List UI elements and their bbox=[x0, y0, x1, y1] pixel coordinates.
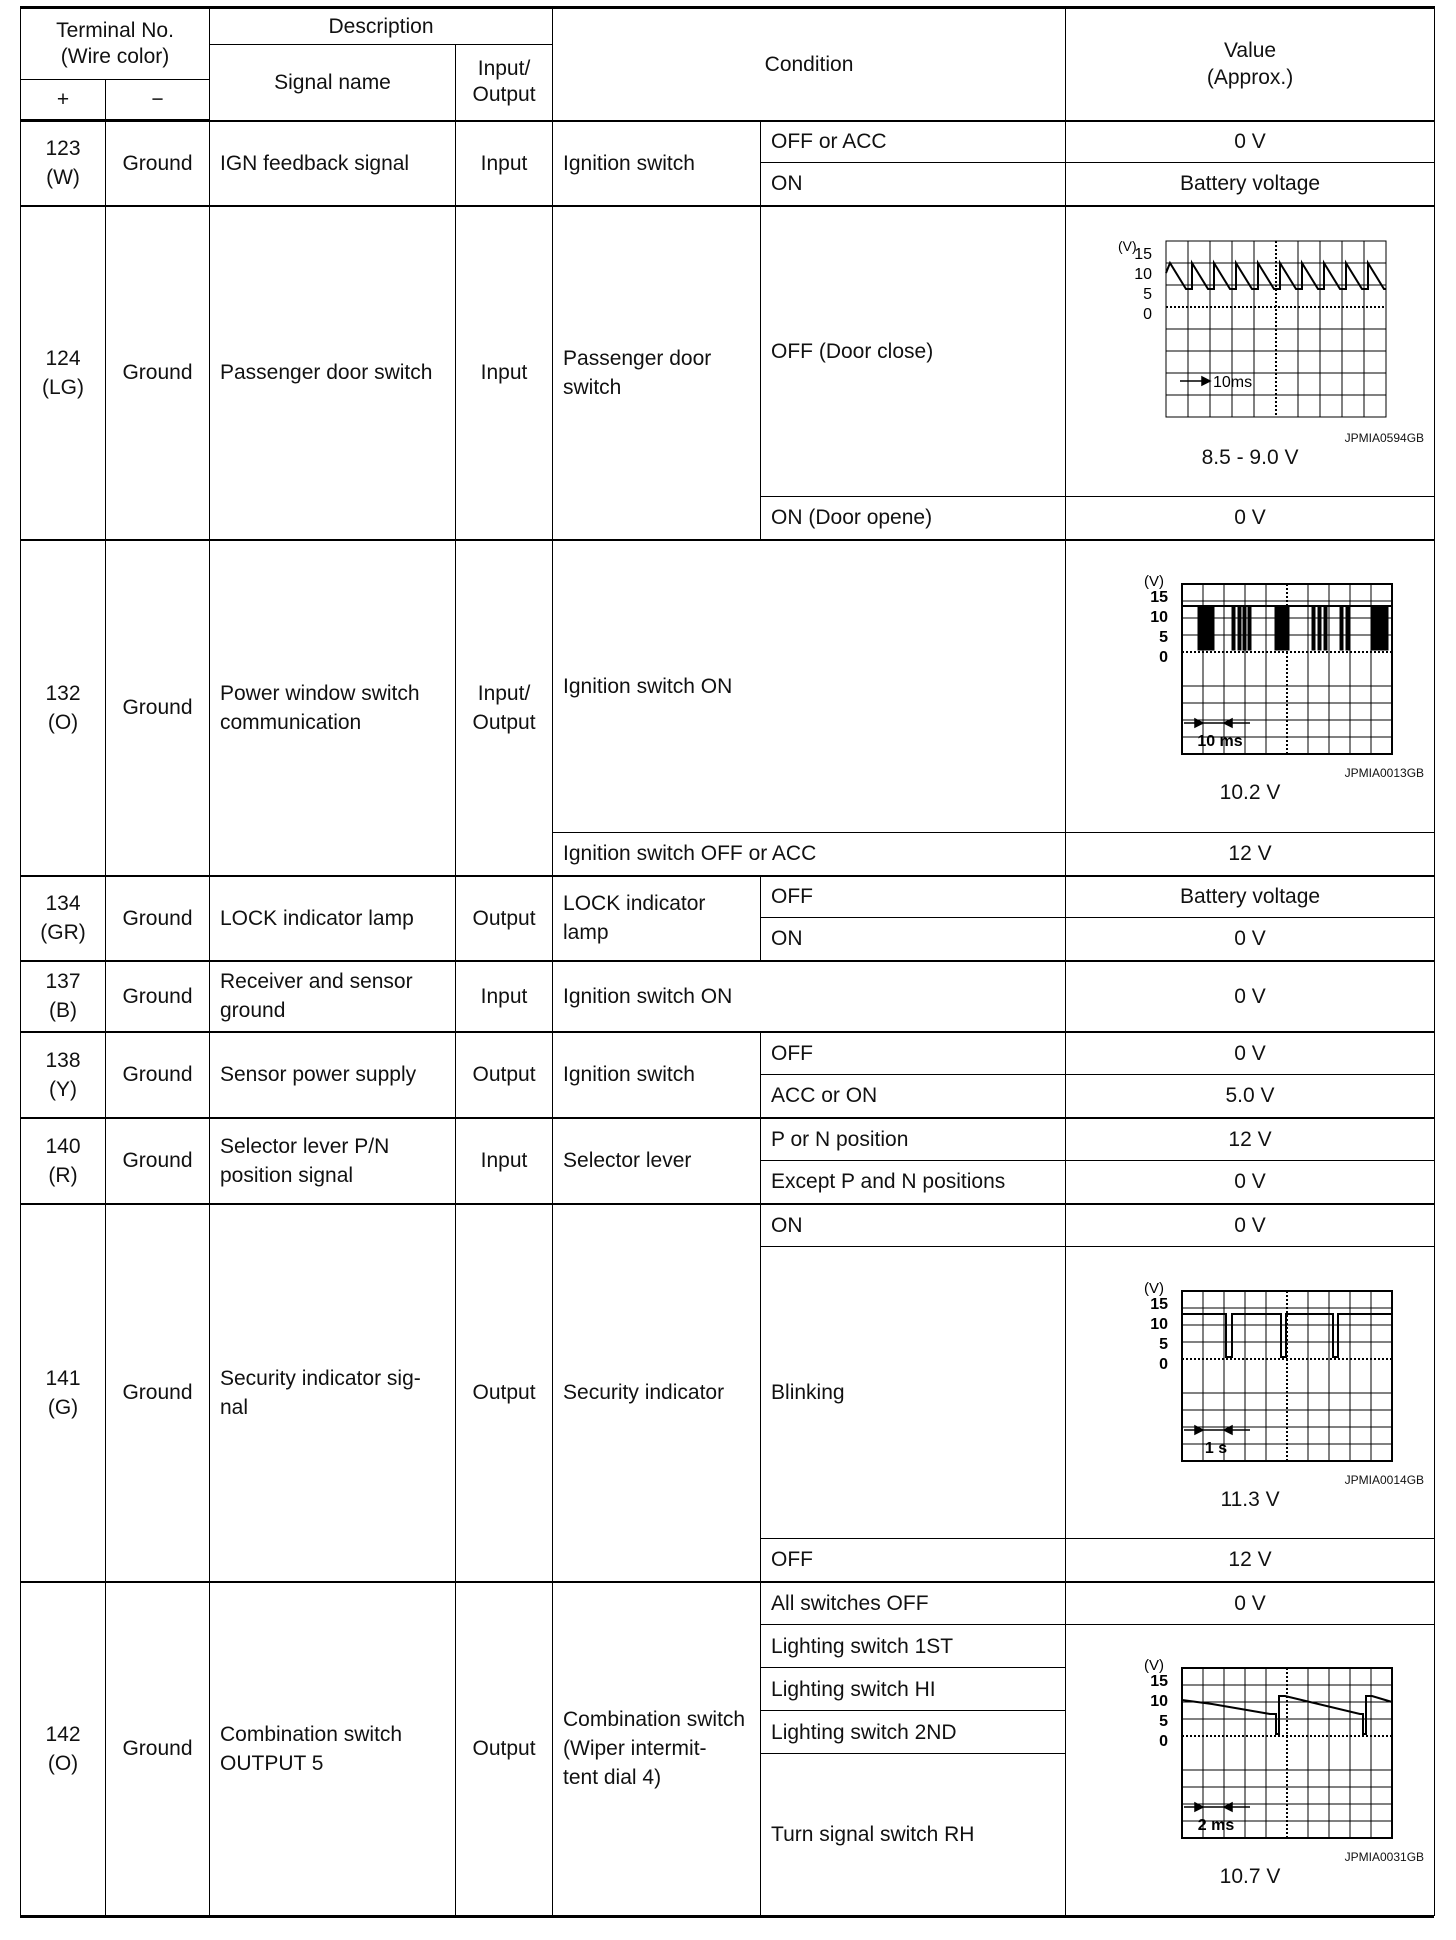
waveform-tick: 5 bbox=[1159, 1713, 1169, 1730]
waveform-tick: 15 bbox=[1150, 1295, 1169, 1313]
minus-cell: Ground bbox=[106, 540, 210, 876]
io-cell: Output bbox=[456, 876, 553, 961]
minus-cell: Ground bbox=[106, 1118, 210, 1204]
waveform-unit-label: (V) bbox=[1118, 238, 1137, 255]
wire-color: (B) bbox=[49, 999, 77, 1022]
waveform-tick: 10 bbox=[1134, 266, 1153, 284]
signal-name-cell: Combination switch OUTPUT 5 bbox=[210, 1582, 456, 1916]
waveform-timebase: 10ms bbox=[1213, 374, 1253, 392]
minus-cell: Ground bbox=[106, 961, 210, 1032]
terminal-cell bbox=[21, 121, 106, 206]
waveform-unit-label: (V) bbox=[1144, 1657, 1165, 1674]
subcondition-cell: Lighting switch HI bbox=[761, 1668, 1066, 1711]
signal-name-cell: Power window switch communication bbox=[210, 540, 456, 876]
terminal-number: 140 bbox=[45, 1134, 81, 1158]
waveform-tick: 10 bbox=[1150, 609, 1169, 627]
terminal-cell bbox=[21, 961, 106, 1032]
minus-cell: Ground bbox=[106, 1032, 210, 1118]
condition-cell: Passenger door switch bbox=[553, 206, 761, 540]
subcondition-cell: Turn signal switch RH bbox=[761, 1754, 1066, 1916]
table-row-123 bbox=[21, 121, 1435, 163]
subcondition-cell: OFF bbox=[761, 1032, 1066, 1075]
header-condition: Condition bbox=[553, 8, 1066, 121]
waveform-grid bbox=[1182, 1668, 1392, 1838]
waveform-tick: 15 bbox=[1150, 589, 1169, 607]
header-wire-color: (Wire color) bbox=[60, 45, 170, 68]
door-switch-waveform bbox=[1100, 231, 1400, 431]
subcondition-cell: OFF or ACC bbox=[761, 121, 1066, 163]
io-cell: Input bbox=[456, 121, 553, 206]
figure-code: JPMIA0014GB bbox=[1344, 1472, 1425, 1487]
waveform-unit-label: (V) bbox=[1144, 573, 1165, 591]
waveform-value-cell bbox=[1066, 1625, 1435, 1916]
waveform-timebase: 1 s bbox=[1204, 1439, 1228, 1457]
terminal-cell bbox=[21, 540, 106, 876]
signal-name-cell: Security indicator sig- nal bbox=[210, 1204, 456, 1582]
value-cell: 0 V bbox=[1066, 918, 1435, 961]
subcondition-cell: ACC or ON bbox=[761, 1075, 1066, 1118]
subcondition-cell: Blinking bbox=[761, 1247, 1066, 1539]
figure-code: JPMIA0594GB bbox=[1344, 431, 1425, 446]
header-value bbox=[1066, 8, 1435, 121]
table-row-141 bbox=[21, 1204, 1435, 1247]
io-cell: Input/ Output bbox=[456, 540, 553, 876]
condition-cell: Ignition switch ON bbox=[553, 961, 1066, 1032]
waveform-unit-label: (V) bbox=[1144, 1279, 1165, 1297]
minus-cell: Ground bbox=[106, 876, 210, 961]
io-cell: Input bbox=[456, 206, 553, 540]
waveform-tick: 0 bbox=[1159, 1733, 1169, 1750]
waveform-tick: 5 bbox=[1143, 286, 1153, 304]
signal-name-cell: Receiver and sensor ground bbox=[210, 961, 456, 1032]
subcondition-cell: ON bbox=[761, 1204, 1066, 1247]
table-row-134 bbox=[21, 876, 1435, 918]
value-cell: Battery voltage bbox=[1066, 876, 1435, 918]
waveform-value: 11.3 V bbox=[1220, 1487, 1280, 1511]
terminal-number: 132 bbox=[45, 681, 81, 705]
wire-color: (O) bbox=[47, 710, 79, 734]
value-cell: 0 V bbox=[1066, 1032, 1435, 1075]
security-indicator-waveform bbox=[1100, 1273, 1400, 1473]
io-cell: Output bbox=[456, 1204, 553, 1582]
io-cell: Input bbox=[456, 1118, 553, 1204]
minus-cell: Ground bbox=[106, 1204, 210, 1582]
minus-cell: Ground bbox=[106, 206, 210, 540]
waveform-tick: 5 bbox=[1159, 1335, 1169, 1353]
terminal-cell bbox=[21, 206, 106, 540]
header-input-output: Input/ Output bbox=[456, 45, 553, 121]
waveform-timebase: 10 ms bbox=[1197, 733, 1243, 751]
value-cell: 12 V bbox=[1066, 1539, 1435, 1582]
condition-cell: LOCK indicator lamp bbox=[553, 876, 761, 961]
header-terminal-no: Terminal No. bbox=[56, 19, 174, 42]
terminal-number: 137 bbox=[45, 970, 81, 993]
header-description: Description bbox=[210, 8, 553, 45]
value-cell: 0 V bbox=[1066, 1204, 1435, 1247]
subcondition-cell: ON bbox=[761, 918, 1066, 961]
io-cell: Input bbox=[456, 961, 553, 1032]
value-cell: 0 V bbox=[1066, 1582, 1435, 1625]
waveform-trace bbox=[1182, 606, 1392, 650]
waveform-tick: 15 bbox=[1150, 1673, 1169, 1690]
table-row-142 bbox=[21, 1582, 1435, 1625]
terminal-cell bbox=[21, 1204, 106, 1582]
terminal-number: 124 bbox=[45, 346, 81, 370]
condition-cell: Combination switch (Wiper intermit- tent dial 4) bbox=[553, 1582, 761, 1916]
header-terminal bbox=[21, 8, 210, 80]
header-minus: − bbox=[106, 80, 210, 121]
subcondition-cell: OFF bbox=[761, 1539, 1066, 1582]
subcondition-cell: Lighting switch 2ND bbox=[761, 1711, 1066, 1754]
subcondition-cell: P or N position bbox=[761, 1118, 1066, 1161]
signal-name-cell: Passenger door switch bbox=[210, 206, 456, 540]
wire-color: (O) bbox=[47, 1751, 79, 1775]
signal-name-cell: IGN feedback signal bbox=[210, 121, 456, 206]
header-approx-label: (Approx.) bbox=[1206, 66, 1294, 90]
waveform-tick: 0 bbox=[1143, 306, 1153, 324]
wire-color: (LG) bbox=[42, 375, 84, 399]
terminal-cell bbox=[21, 1118, 106, 1204]
terminal-number: 141 bbox=[45, 1366, 81, 1390]
header-plus: + bbox=[21, 80, 106, 121]
condition-cell: Ignition switch OFF or ACC bbox=[553, 833, 1066, 876]
condition-cell: Ignition switch bbox=[553, 121, 761, 206]
table-row-140 bbox=[21, 1118, 1435, 1161]
waveform-tick: 0 bbox=[1159, 649, 1169, 667]
signal-name-cell: Selector lever P/N position signal bbox=[210, 1118, 456, 1204]
minus-cell: Ground bbox=[106, 1582, 210, 1916]
terminal-table bbox=[20, 6, 1435, 1916]
signal-name-cell: Sensor power supply bbox=[210, 1032, 456, 1118]
terminal-number: 138 bbox=[45, 1048, 81, 1072]
waveform-value: 10.2 V bbox=[1219, 781, 1281, 805]
condition-cell: Security indicator bbox=[553, 1204, 761, 1582]
table-row-132 bbox=[21, 540, 1435, 833]
terminal-number: 134 bbox=[45, 892, 81, 915]
wire-color: (GR) bbox=[40, 921, 86, 944]
combination-switch-waveform bbox=[1100, 1650, 1400, 1850]
terminal-cell bbox=[21, 1032, 106, 1118]
wire-color: (W) bbox=[46, 166, 80, 190]
waveform-timebase: 2 ms bbox=[1197, 1817, 1235, 1834]
waveform-trace bbox=[1182, 1314, 1392, 1357]
terminal-number: 142 bbox=[45, 1722, 81, 1746]
wire-color: (R) bbox=[48, 1163, 78, 1187]
figure-code: JPMIA0013GB bbox=[1344, 766, 1425, 781]
header-value-label: Value bbox=[1223, 39, 1277, 63]
power-window-waveform bbox=[1100, 566, 1400, 766]
waveform-value: 10.7 V bbox=[1219, 1865, 1281, 1888]
subcondition-cell: Except P and N positions bbox=[761, 1161, 1066, 1204]
terminal-cell bbox=[21, 876, 106, 961]
terminal-table-container bbox=[20, 6, 1434, 1916]
subcondition-cell: ON (Door opene) bbox=[761, 497, 1066, 540]
condition-cell: Selector lever bbox=[553, 1118, 761, 1204]
io-cell: Output bbox=[456, 1032, 553, 1118]
table-row-124 bbox=[21, 206, 1435, 497]
value-cell: 5.0 V bbox=[1066, 1075, 1435, 1118]
subcondition-cell: All switches OFF bbox=[761, 1582, 1066, 1625]
value-cell: 12 V bbox=[1066, 833, 1435, 876]
waveform-value-cell bbox=[1066, 1247, 1435, 1539]
value-cell: 0 V bbox=[1066, 497, 1435, 540]
subcondition-cell: ON bbox=[761, 163, 1066, 206]
io-cell: Output bbox=[456, 1582, 553, 1916]
wire-color: (G) bbox=[47, 1395, 79, 1419]
waveform-tick: 10 bbox=[1150, 1315, 1169, 1333]
condition-cell: Ignition switch ON bbox=[553, 540, 1066, 833]
header-signal-name: Signal name bbox=[210, 45, 456, 121]
waveform-tick: 10 bbox=[1150, 1693, 1169, 1710]
figure-code: JPMIA0031GB bbox=[1344, 1850, 1425, 1864]
waveform-tick: 0 bbox=[1159, 1355, 1169, 1373]
value-cell: 0 V bbox=[1066, 121, 1435, 163]
waveform-grid bbox=[1166, 241, 1386, 417]
terminal-number: 123 bbox=[45, 137, 81, 161]
waveform-value-cell bbox=[1066, 206, 1435, 497]
subcondition-cell: OFF (Door close) bbox=[761, 206, 1066, 497]
table-bottom-rule bbox=[20, 1915, 1434, 1918]
waveform-value-cell bbox=[1066, 540, 1435, 833]
waveform-tick: 15 bbox=[1134, 246, 1153, 264]
value-cell: 12 V bbox=[1066, 1118, 1435, 1161]
value-cell: 0 V bbox=[1066, 1161, 1435, 1204]
subcondition-cell: OFF bbox=[761, 876, 1066, 918]
subcondition-cell: Lighting switch 1ST bbox=[761, 1625, 1066, 1668]
wire-color: (Y) bbox=[49, 1077, 77, 1101]
value-cell: Battery voltage bbox=[1066, 163, 1435, 206]
waveform-value: 8.5 - 9.0 V bbox=[1201, 446, 1299, 470]
condition-cell: Ignition switch bbox=[553, 1032, 761, 1118]
terminal-cell bbox=[21, 1582, 106, 1916]
signal-name-cell: LOCK indicator lamp bbox=[210, 876, 456, 961]
table-row-137 bbox=[21, 961, 1435, 1032]
minus-cell: Ground bbox=[106, 121, 210, 206]
waveform-tick: 5 bbox=[1159, 629, 1169, 647]
table-row-138 bbox=[21, 1032, 1435, 1075]
timebase-marker bbox=[1180, 377, 1210, 385]
value-cell: 0 V bbox=[1066, 961, 1435, 1032]
